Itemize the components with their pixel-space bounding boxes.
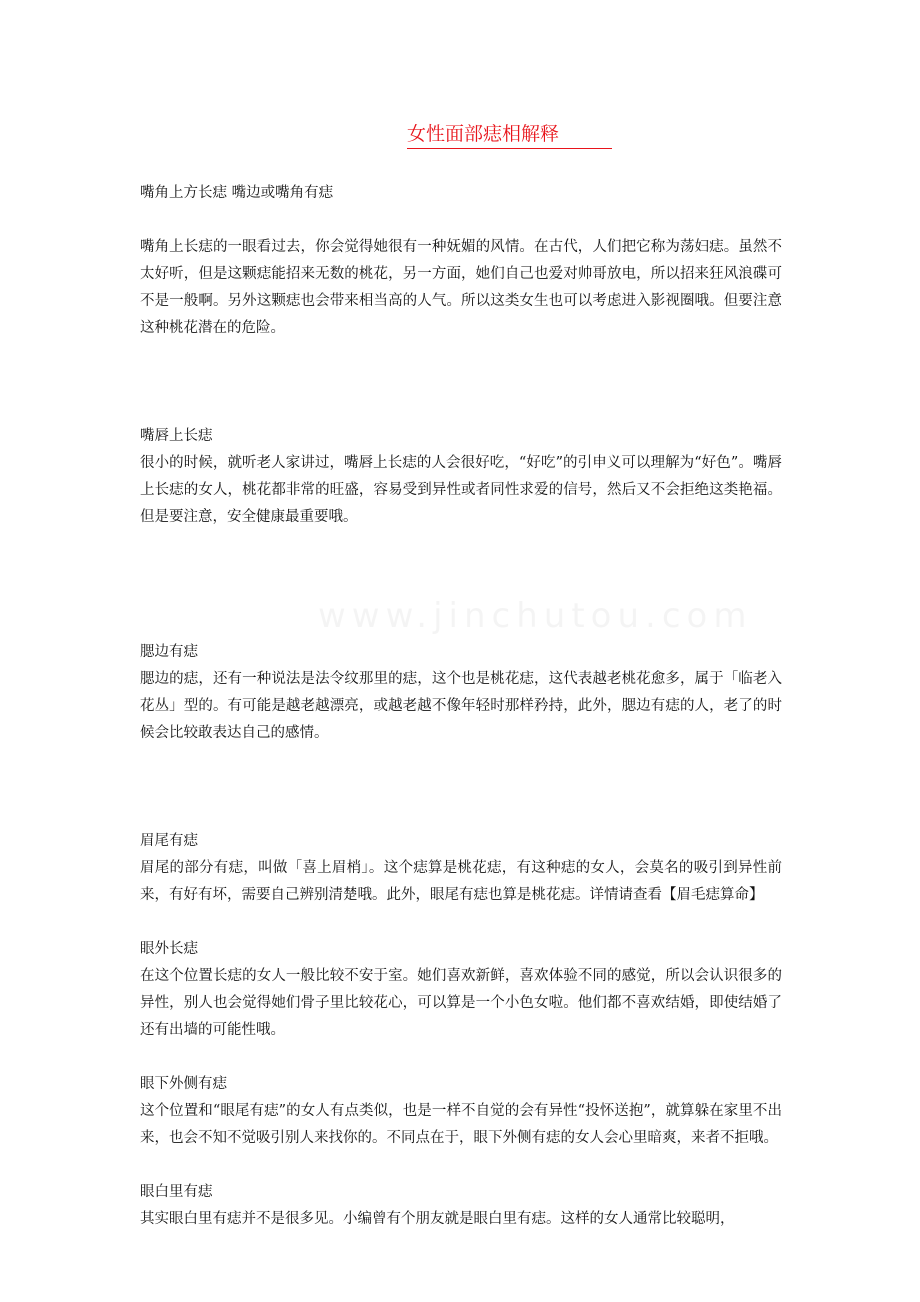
section-paragraph: 眉尾的部分有痣，叫做「喜上眉梢」。这个痣算是桃花痣，有这种痣的女人，会莫名的吸引到异性前来，有好有坏，需要自己辨别清楚哦。此外，眼尾有痣也算是桃花痣。详情请查看【眉毛痣算命】: [140, 860, 782, 903]
section-heading: 眼下外侧有痣: [140, 1076, 227, 1092]
section-spacer: [140, 747, 782, 828]
section-spacer: [140, 1152, 782, 1179]
section-heading: 嘴角上方长痣 嘴边或嘴角有痣: [140, 185, 334, 201]
section-heading: 腮边有痣: [140, 644, 198, 660]
document-title: 女性面部痣相解释: [407, 120, 612, 149]
section-paragraph: 嘴角上长痣的一眼看过去，你会觉得她很有一种妩媚的风情。在古代，人们把它称为荡妇痣。虽然不太好听，但是这颗痣能招来无数的桃花，另一方面，她们自己也爱对帅哥放电，所以招来狂风浪碟可不是一般啊。另外这颗痣也会带来相当高的人气。所以这类女生也可以考虑进入影视圈哦。但要注意这种桃花潜在的危险。: [140, 239, 782, 336]
document-body: [140, 180, 782, 1233]
section-paragraph: 很小的时候，就听老人家讲过，嘴唇上长痣的人会很好吃，“好吃”的引申义可以理解为“好色”。嘴唇上长痣的女人，桃花都非常的旺盛，容易受到异性或者同性求爱的信号，然后又不会拒绝这类艳福。但是要注意，安全健康最重要哦。: [140, 455, 782, 525]
section-spacer: [140, 531, 782, 639]
section-paragraph: 这个位置和“眼尾有痣”的女人有点类似，也是一样不自觉的会有异性“投怀送抱”，就算躲在家里不出来，也会不知不觉吸引别人来找你的。不同点在于，眼下外侧有痣的女人会心里暗爽，来者不拒哦。: [140, 1103, 782, 1146]
section-heading: 眼外长痣: [140, 941, 198, 957]
section-spacer: [140, 342, 782, 423]
section-spacer: [140, 909, 782, 936]
section-heading: 眼白里有痣: [140, 1184, 213, 1200]
section-paragraph: 在这个位置长痣的女人一般比较不安于室。她们喜欢新鲜，喜欢体验不同的感觉，所以会认识很多的异性，别人也会觉得她们骨子里比较花心，可以算是一个小色女啦。他们都不喜欢结婚，即使结婚了还有出墙的可能性哦。: [140, 968, 782, 1038]
section-paragraph: 其实眼白里有痣并不是很多见。小编曾有个朋友就是眼白里有痣。这样的女人通常比较聪明，: [140, 1211, 735, 1227]
section-spacer: [140, 1044, 782, 1071]
section-heading: 眉尾有痣: [140, 833, 198, 849]
section-heading: 嘴唇上长痣: [140, 428, 213, 444]
section-paragraph: 腮边的痣，还有一种说法是法令纹那里的痣，这个也是桃花痣，这代表越老桃花愈多，属于「临老入花丛」型的。有可能是越老越漂亮，或越老越不像年轻时那样矜持，此外，腮边有痣的人，老了的时候会比较敢表达自己的感情。: [140, 671, 782, 741]
